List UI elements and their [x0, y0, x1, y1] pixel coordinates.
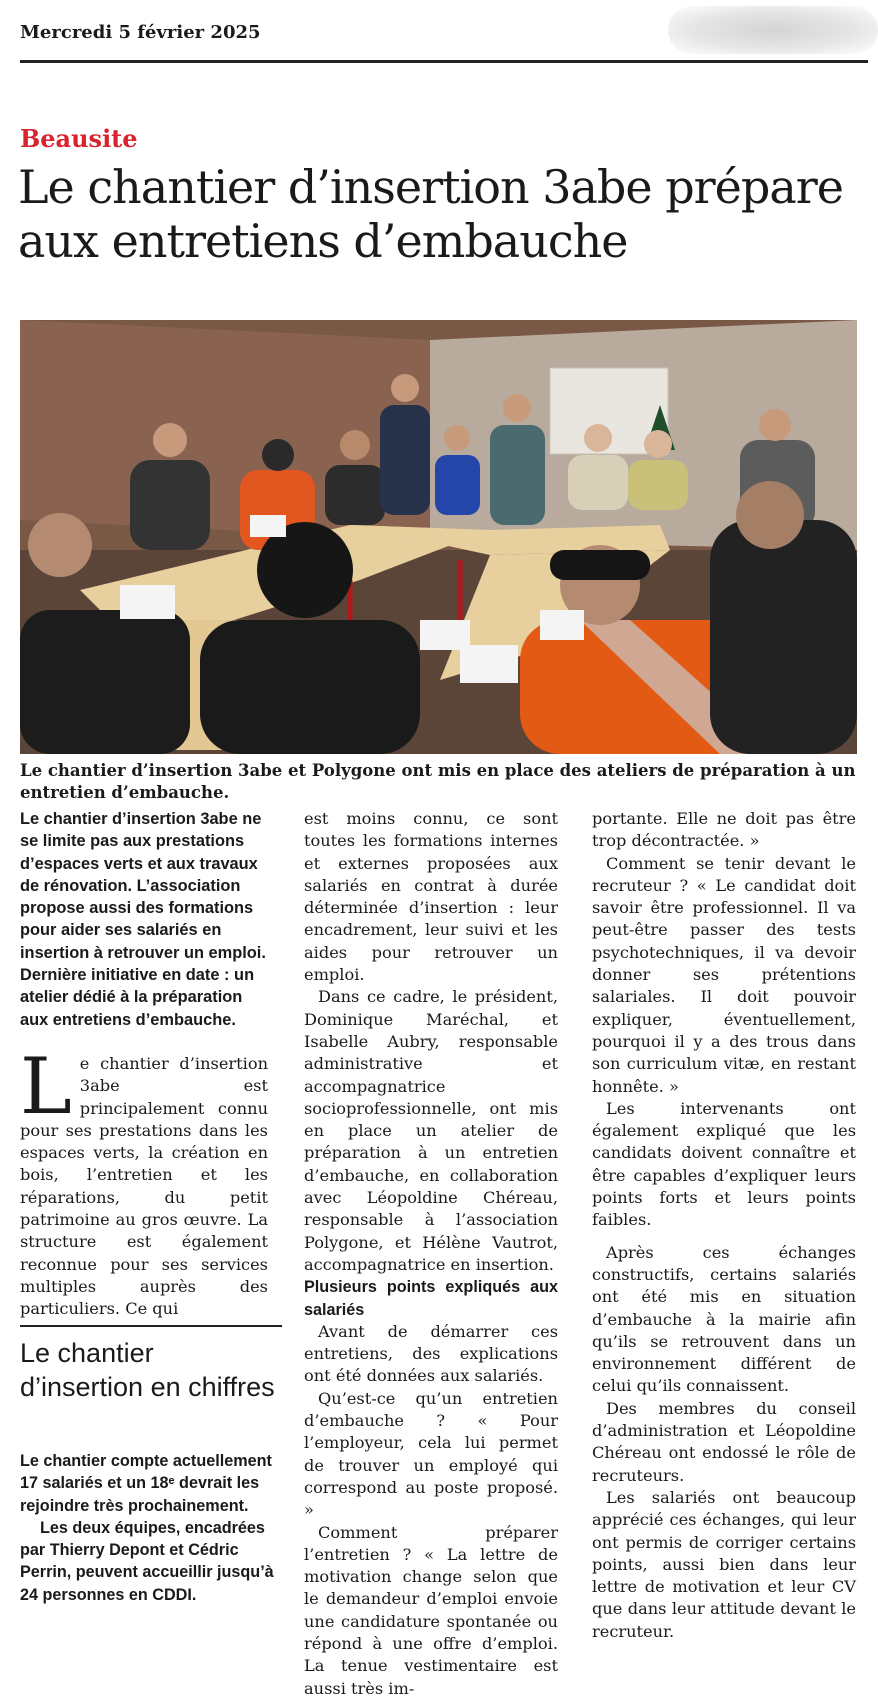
box-paragraph-1: Le chantier compte actuellement 17 salariés et un 18ᵉ devrait les rejoindre très prochainement.	[20, 1452, 272, 1515]
blurred-area	[668, 6, 878, 54]
article-headline: Le chantier d’insertion 3abe prépare aux entretiens d’embauche	[18, 160, 843, 268]
box-title: Le chantier d’insertion en chiffres	[20, 1338, 275, 1402]
col2b-paragraph-3: Comment préparer l’entretien ? « La lettre de motivation change selon que le demandeur d’emploi envoie une candidature spontanée ou répond à une offre d’emploi. La tenue vestimentaire est aussi très im-	[304, 1522, 558, 1698]
col2-paragraph-1: est moins connu, ce sont toutes les formations internes et externes proposées aux salariés en contrat à durée déterminée d’insertion : leur encadrement, leur suivi et les aides pour retrouver un emploi.	[304, 809, 558, 985]
col2-paragraph-2: Dans ce cadre, le président, Dominique Maréchal, et Isabelle Aubry, responsable administrative et accompagnatrice socioprofessionnelle, ont mis en place un atelier de préparation à un entretien d’embauche, en collaboration avec Léopoldine Chéreau, responsable à l’association Polygone, et Hélène Vautrot, accompagnatrice en insertion.	[304, 987, 558, 1274]
col3-paragraph-4: Après ces échanges constructifs, certains salariés ont été mis en situation d’embauche à la mairie afin qu’ils se retrouvent dans un environnement différent de celui qu’ils connaissent.	[592, 1242, 856, 1396]
box-text	[20, 1450, 282, 1606]
article-kicker: Beausite	[20, 124, 138, 153]
article-photo	[20, 320, 857, 754]
body-first-paragraph: Le chantier d’insertion 3abe est principalement connu pour ses prestations dans les espaces verts, la création en bois, l’entretien et les réparations, du petit patrimoine au gros œuvre. La structure est également reconnue pour ses services multiples auprès des particuliers. Ce qui	[20, 1041, 268, 1319]
article-subhead: Plusieurs points expliqués aux salariés	[304, 1278, 558, 1319]
photo-illustration	[20, 320, 857, 754]
edition-date: Mercredi 5 février 2025	[20, 22, 261, 43]
col3-paragraph-3: Les intervenants ont également expliqué que les candidats doivent connaître et être capables d’expliquer leurs points forts et leurs points faibles.	[592, 1098, 856, 1230]
drop-cap: L	[20, 1041, 72, 1132]
column-1	[20, 808, 268, 1321]
box-rule	[20, 1325, 282, 1327]
col3-paragraph-2: Comment se tenir devant le recruteur ? « Le candidat doit savoir être professionnel. Il va peut-être passer des tests psychotechniques, il va devoir donner ses prétentions salariales. Il doit pouvoir expliquer, éventuellement, pourquoi il y a des trous dans son curriculum vitæ, en restant honnête. »	[592, 853, 856, 1096]
col2b-paragraph-1: Avant de démarrer ces entretiens, des explications ont été données aux salariés.	[304, 1321, 558, 1386]
column-3	[592, 808, 856, 1643]
col3-paragraph-5: Des membres du conseil d’administration et Léopoldine Chéreau ont endossé le rôle de recruteurs.	[592, 1398, 856, 1485]
column-2	[304, 808, 558, 1700]
box-paragraph-2: Les deux équipes, encadrées par Thierry Depont et Cédric Perrin, peuvent accueillir jusqu’à 24 personnes en CDDI.	[20, 1518, 274, 1604]
col3-paragraph-6: Les salariés ont beaucoup apprécié ces échanges, qui leur ont permis de corriger certains points, aussi bien dans leur lettre de motivation et leur CV que dans leur attitude devant le recruteur.	[592, 1487, 856, 1641]
col3-paragraph-1: portante. Elle ne doit pas être trop décontractée. »	[592, 809, 856, 851]
header-rule	[20, 60, 868, 63]
col2b-paragraph-2: Qu’est-ce qu’un entretien d’embauche ? « Pour l’employeur, cela lui permet de trouver un employé qui correspond au poste proposé. »	[304, 1388, 558, 1520]
photo-caption: Le chantier d’insertion 3abe et Polygone ont mis en place des ateliers de préparation à un entretien d’embauche.	[20, 761, 856, 802]
article-lead: Le chantier d’insertion 3abe ne se limite pas aux prestations d’espaces verts et aux travaux de rénovation. L’association propose aussi des formations pour aider ses salariés en insertion à retrouver un emploi. Dernière initiative en date : un atelier dédié à la préparation aux entretiens d’embauche.	[20, 810, 266, 1029]
